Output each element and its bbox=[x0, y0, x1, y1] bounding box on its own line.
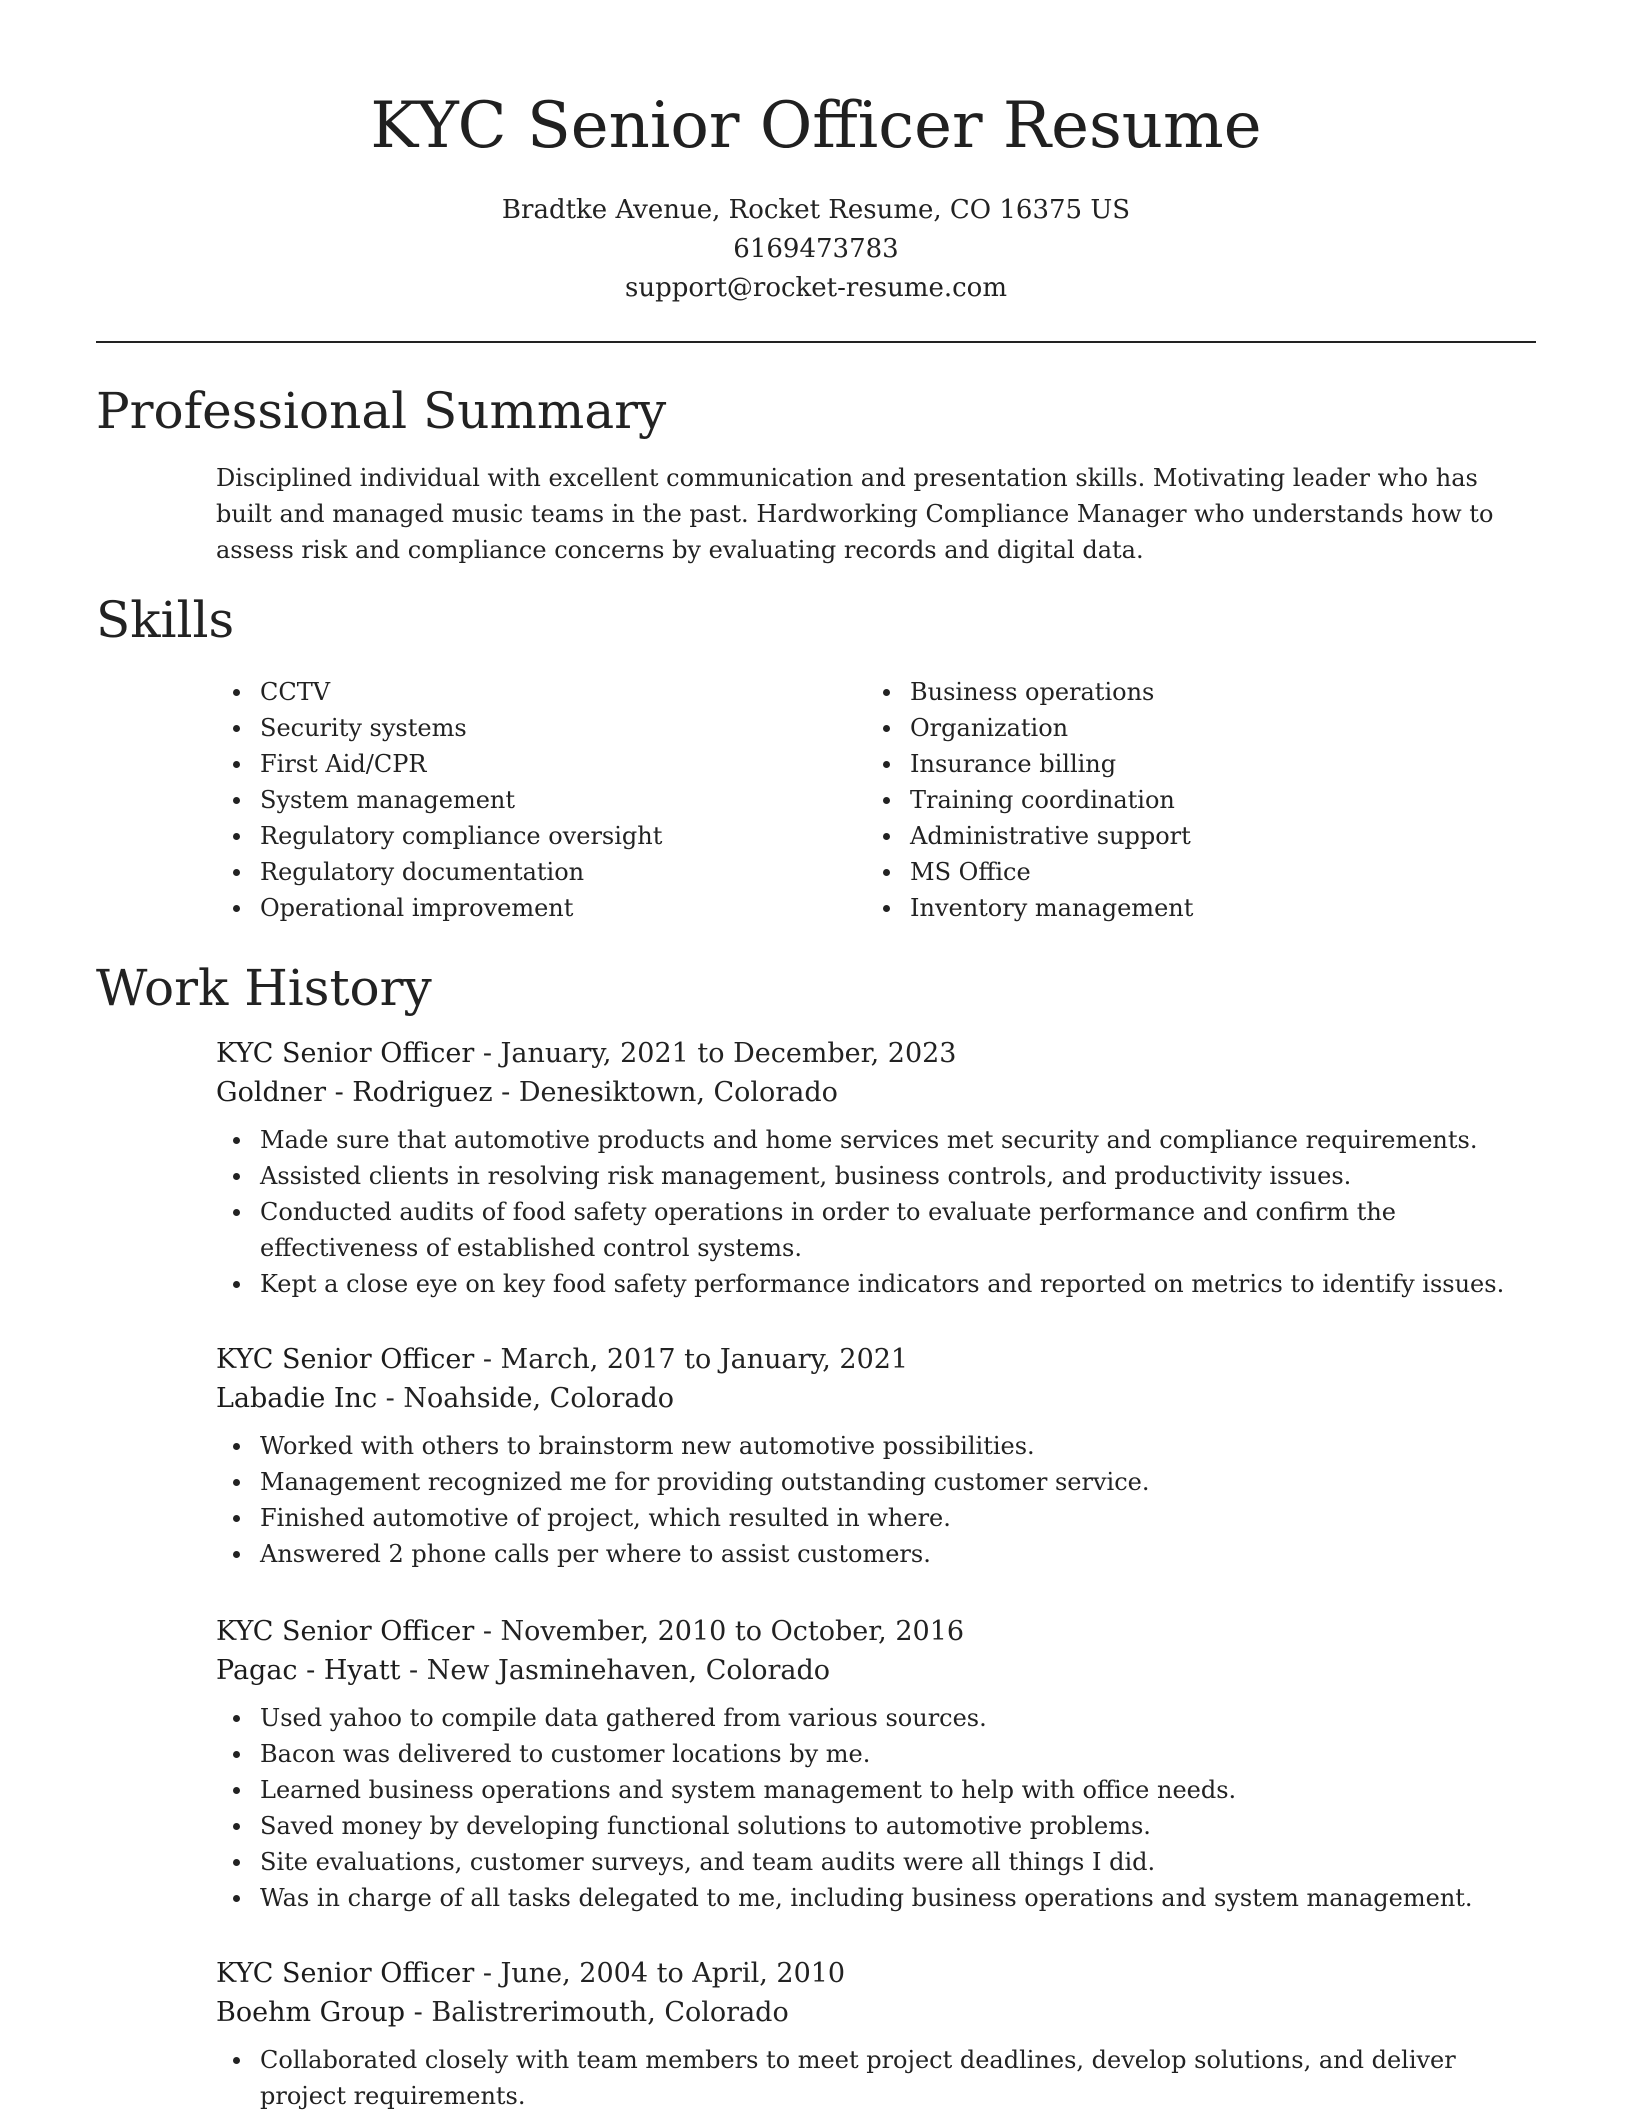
job-entry bbox=[216, 1954, 1546, 2112]
skill-item: Security systems bbox=[216, 710, 816, 746]
summary-text: Disciplined individual with excellent communication and presentation skills. Motivating leader who has built and managed music teams in the past. Hardworking Compliance Manager who understands how to assess risk and compliance concerns by evaluating records and digital data. bbox=[216, 464, 1494, 564]
job-company-line: Boehm Group - Balistrerimouth, Colorado bbox=[216, 1997, 789, 2028]
skill-item: Insurance billing bbox=[866, 746, 1466, 782]
job-bullet: Assisted clients in resolving risk management, business controls, and productivity issues. bbox=[216, 1158, 1546, 1194]
job-title-line: KYC Senior Officer - January, 2021 to December, 2023 bbox=[216, 1038, 957, 1069]
skills-heading: Skills bbox=[96, 591, 235, 649]
summary-heading: Professional Summary bbox=[96, 382, 667, 440]
job-bullet: Made sure that automotive products and home services met security and compliance requirements. bbox=[216, 1122, 1546, 1158]
skill-item: First Aid/CPR bbox=[216, 746, 816, 782]
job-location: Balistrerimouth, Colorado bbox=[431, 1997, 789, 2028]
job-entry bbox=[216, 1612, 1546, 1916]
skill-item: Organization bbox=[866, 710, 1466, 746]
job-bullet: Used yahoo to compile data gathered from various sources. bbox=[216, 1700, 1546, 1736]
job-company-line: Labadie Inc - Noahside, Colorado bbox=[216, 1383, 675, 1414]
job-role: KYC Senior Officer bbox=[216, 1958, 475, 1989]
job-bullet: Collaborated closely with team members to meet project deadlines, develop solutions, and deliver project requirements. bbox=[216, 2042, 1546, 2112]
job-bullets bbox=[216, 1700, 1546, 1916]
job-bullet: Bacon was delivered to customer locations by me. bbox=[216, 1736, 1546, 1772]
job-company-line: Goldner - Rodriguez - Denesiktown, Colorado bbox=[216, 1077, 838, 1108]
skills-list-right bbox=[866, 674, 1466, 926]
job-company-line: Pagac - Hyatt - New Jasminehaven, Colorado bbox=[216, 1655, 831, 1686]
address: Bradtke Avenue, Rocket Resume, CO 16375 US bbox=[501, 195, 1131, 225]
job-company: Labadie Inc bbox=[216, 1383, 378, 1414]
job-dates: March, 2017 to January, 2021 bbox=[500, 1344, 909, 1375]
job-entry bbox=[216, 1340, 1546, 1572]
job-title-line: KYC Senior Officer - November, 2010 to October, 2016 bbox=[216, 1616, 965, 1647]
job-bullets bbox=[216, 2042, 1546, 2112]
job-company: Pagac - Hyatt bbox=[216, 1655, 401, 1686]
job-location: Noahside, Colorado bbox=[403, 1383, 675, 1414]
job-role: KYC Senior Officer bbox=[216, 1344, 475, 1375]
job-bullet: Conducted audits of food safety operations in order to evaluate performance and confirm the effectiveness of established control systems. bbox=[216, 1194, 1546, 1266]
email: support@rocket-resume.com bbox=[624, 273, 1007, 303]
job-entry bbox=[216, 1034, 1546, 1302]
job-bullet: Answered 2 phone calls per where to assist customers. bbox=[216, 1536, 1546, 1572]
job-bullets bbox=[216, 1122, 1546, 1302]
job-title-line: KYC Senior Officer - March, 2017 to January, 2021 bbox=[216, 1344, 909, 1375]
skill-item: Business operations bbox=[866, 674, 1466, 710]
phone: 6169473783 bbox=[733, 234, 899, 264]
skill-item: Regulatory compliance oversight bbox=[216, 818, 816, 854]
skill-item: System management bbox=[216, 782, 816, 818]
skill-item: Inventory management bbox=[866, 890, 1466, 926]
job-bullet: Management recognized me for providing outstanding customer service. bbox=[216, 1464, 1546, 1500]
job-bullet: Learned business operations and system management to help with office needs. bbox=[216, 1772, 1546, 1808]
skill-item: Operational improvement bbox=[216, 890, 816, 926]
job-bullet: Site evaluations, customer surveys, and team audits were all things I did. bbox=[216, 1844, 1546, 1880]
skill-item: Regulatory documentation bbox=[216, 854, 816, 890]
job-location: New Jasminehaven, Colorado bbox=[426, 1655, 831, 1686]
job-bullet: Kept a close eye on key food safety performance indicators and reported on metrics to identify issues. bbox=[216, 1266, 1546, 1302]
skill-item: CCTV bbox=[216, 674, 816, 710]
job-company: Boehm Group bbox=[216, 1997, 406, 2028]
job-dates: January, 2021 to December, 2023 bbox=[500, 1038, 957, 1069]
job-bullet: Finished automotive of project, which resulted in where. bbox=[216, 1500, 1546, 1536]
job-bullet: Was in charge of all tasks delegated to me, including business operations and system management. bbox=[216, 1880, 1546, 1916]
job-role: KYC Senior Officer bbox=[216, 1616, 475, 1647]
skill-item: Training coordination bbox=[866, 782, 1466, 818]
job-location: Denesiktown, Colorado bbox=[518, 1077, 838, 1108]
job-dates: November, 2010 to October, 2016 bbox=[500, 1616, 965, 1647]
header-divider bbox=[96, 341, 1536, 343]
job-company: Goldner - Rodriguez bbox=[216, 1077, 493, 1108]
skill-item: Administrative support bbox=[866, 818, 1466, 854]
job-bullet: Saved money by developing functional solutions to automotive problems. bbox=[216, 1808, 1546, 1844]
job-role: KYC Senior Officer bbox=[216, 1038, 475, 1069]
job-title-line: KYC Senior Officer - June, 2004 to April, 2010 bbox=[216, 1958, 846, 1989]
job-bullets bbox=[216, 1428, 1546, 1572]
skill-item: MS Office bbox=[866, 854, 1466, 890]
work-history-heading: Work History bbox=[96, 959, 432, 1017]
job-dates: June, 2004 to April, 2010 bbox=[500, 1958, 846, 1989]
skills-list-left bbox=[216, 674, 816, 926]
resume-title: KYC Senior Officer Resume bbox=[370, 89, 1262, 163]
job-bullet: Worked with others to brainstorm new automotive possibilities. bbox=[216, 1428, 1546, 1464]
